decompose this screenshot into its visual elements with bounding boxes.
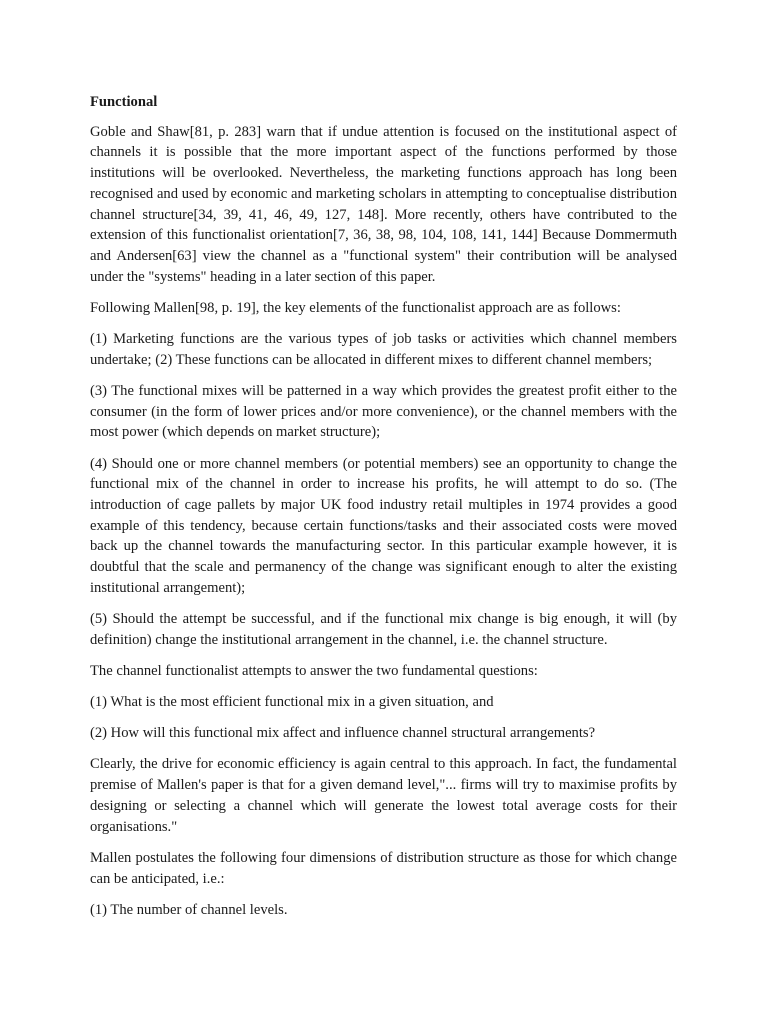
paragraph-following-mallen: Following Mallen[98, p. 19], the key elements of the functionalist approach are as follows:: [90, 299, 621, 316]
paragraph-question-1: (1) What is the most efficient functional mix in a given situation, and: [90, 694, 494, 711]
paragraph-element-4: (4) Should one or more channel members (or potential members) see an opportunity to change the functional mix of the channel in order to increase his profits, he will attempt to do so. (The introduction of cage pallets by major UK food industry retail multiples in 1974 provides a good example of this tendency, because certain functions/tasks and their associated costs were moved back up the channel towards the manufacturing sector. In this particular example however, it is doubtful that the scale and permanency of the change was significant enough to alter the existing institutional arrangement);: [90, 455, 677, 596]
paragraph-four-dimensions: Mallen postulates the following four dimensions of distribution structure as those for which change can be anticipated, i.e.:: [90, 849, 677, 887]
paragraph-dimension-1: (1) The number of channel levels.: [90, 901, 288, 918]
paragraph-element-3: (3) The functional mixes will be patterned in a way which provides the greatest profit either to the consumer (in the form of lower prices and/or more convenience), or the channel members with the most power (which depends on market structure);: [90, 382, 677, 441]
paragraph-goble-shaw: Goble and Shaw[81, p. 283] warn that if undue attention is focused on the institutional aspect of channels it is possible that the more important aspect of the functions performed by those institutions will be overlooked. Nevertheless, the marketing functions approach has long been recognised and used by economic and marketing scholars in attempting to conceptualise distribution channel structure[34, 39, 41, 46, 49, 127, 148]. More recently, others have contributed to the extension of this functionalist orientation[7, 36, 38, 98, 104, 108, 141, 144] Because Dommermuth and Andersen[63] view the channel as a "functional system" their contribution will be analysed under the "systems" heading in a later section of this paper.: [90, 123, 677, 285]
paragraph-economic-efficiency: Clearly, the drive for economic efficiency is again central to this approach. In fact, the fundamental premise of Mallen's paper is that for a given demand level,"... firms will try to maximise profits by designing or selecting a channel which will generate the lowest total average costs for their organisations.": [90, 756, 677, 835]
paragraph-fundamental-questions: The channel functionalist attempts to answer the two fundamental questions:: [90, 662, 538, 679]
paragraph-element-5: (5) Should the attempt be successful, and if the functional mix change is big enough, it will (by definition) change the institutional arrangement in the channel, i.e. the channel structure.: [90, 610, 677, 648]
document-page: [90, 92, 677, 931]
paragraph-element-1-2: (1) Marketing functions are the various types of job tasks or activities which channel members undertake; (2) These functions can be allocated in different mixes to different channel members;: [90, 331, 677, 368]
paragraph-question-2: (2) How will this functional mix affect and influence channel structural arrangements?: [90, 725, 596, 742]
section-heading: Functional: [90, 94, 158, 110]
